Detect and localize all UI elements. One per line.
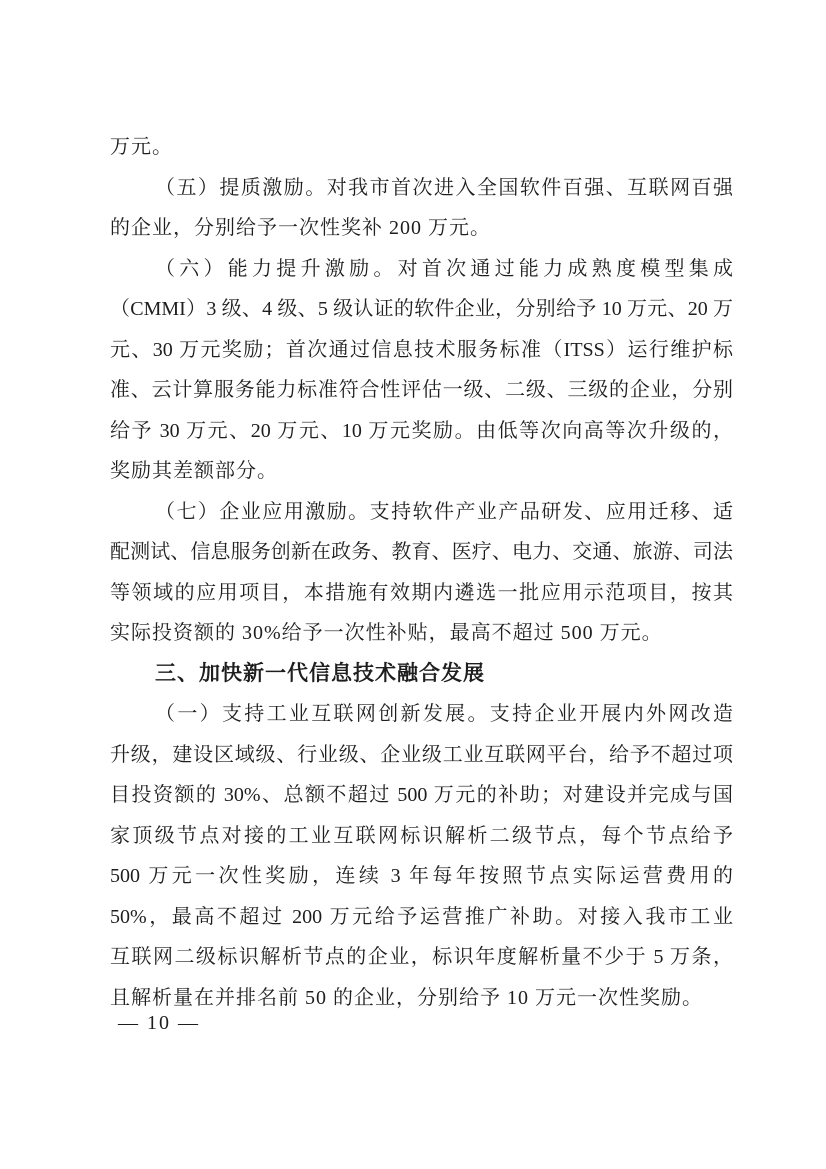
body-text-line: 目投资额的 30%、总额不超过 500 万元的补助；对建设并完成与国 <box>110 784 733 806</box>
body-text-line: 奖励其差额部分。 <box>110 460 278 482</box>
body-text-line: （一）支持工业互联网创新发展。支持企业开展内外网改造 <box>155 703 733 725</box>
section-heading: 三、加快新一代信息技术融合发展 <box>155 661 485 685</box>
body-text-line: 准、云计算服务能力标准符合性评估一级、二级、三级的企业，分别 <box>110 379 733 401</box>
body-text-line: 升级，建设区域级、行业级、企业级工业互联网平台，给予不超过项 <box>110 743 733 766</box>
body-text-line: 家顶级节点对接的工业互联网标识解析二级节点，每个节点给予 <box>110 824 733 847</box>
body-text-line: 万元。 <box>110 136 173 158</box>
body-text-line: 且解析量在并排名前 50 的企业，分别给予 10 万元一次性奖励。 <box>110 986 703 1009</box>
document-page <box>110 127 733 1018</box>
body-text-line: 的企业，分别给予一次性奖补 200 万元。 <box>110 217 491 239</box>
body-text-line: 给予 30 万元、20 万元、10 万元奖励。由低等次向高等次升级的， <box>110 419 733 442</box>
page-number: — 10 — <box>118 1012 200 1034</box>
body-text-line: （CMMI）3 级、4 级、5 级认证的软件企业，分别给予 10 万元、20 万 <box>110 298 733 320</box>
body-text-line: （七）企业应用激励。支持软件产业产品研发、应用迁移、适 <box>155 500 733 523</box>
body-text-line: （六）能力提升激励。对首次通过能力成熟度模型集成 <box>155 257 733 280</box>
body-text-line: 配测试、信息服务创新在政务、教育、医疗、电力、交通、旅游、司法 <box>110 541 733 563</box>
body-text-line: 互联网二级标识解析节点的企业，标识年度解析量不少于 5 万条， <box>110 946 733 968</box>
body-text-line: 500 万元一次性奖励，连续 3 年每年按照节点实际运营费用的 <box>110 865 733 887</box>
body-text-line: 等领域的应用项目，本措施有效期内遴选一批应用示范项目，按其 <box>110 581 733 604</box>
body-text-line: 元、30 万元奖励；首次通过信息技术服务标准（ITSS）运行维护标 <box>110 338 733 361</box>
body-text-line: 50%，最高不超过 200 万元给予运营推广补助。对接入我市工业 <box>110 905 733 928</box>
body-text-line: 实际投资额的 30%给予一次性补贴，最高不超过 500 万元。 <box>110 622 663 644</box>
body-text-line: （五）提质激励。对我市首次进入全国软件百强、互联网百强 <box>155 176 733 199</box>
